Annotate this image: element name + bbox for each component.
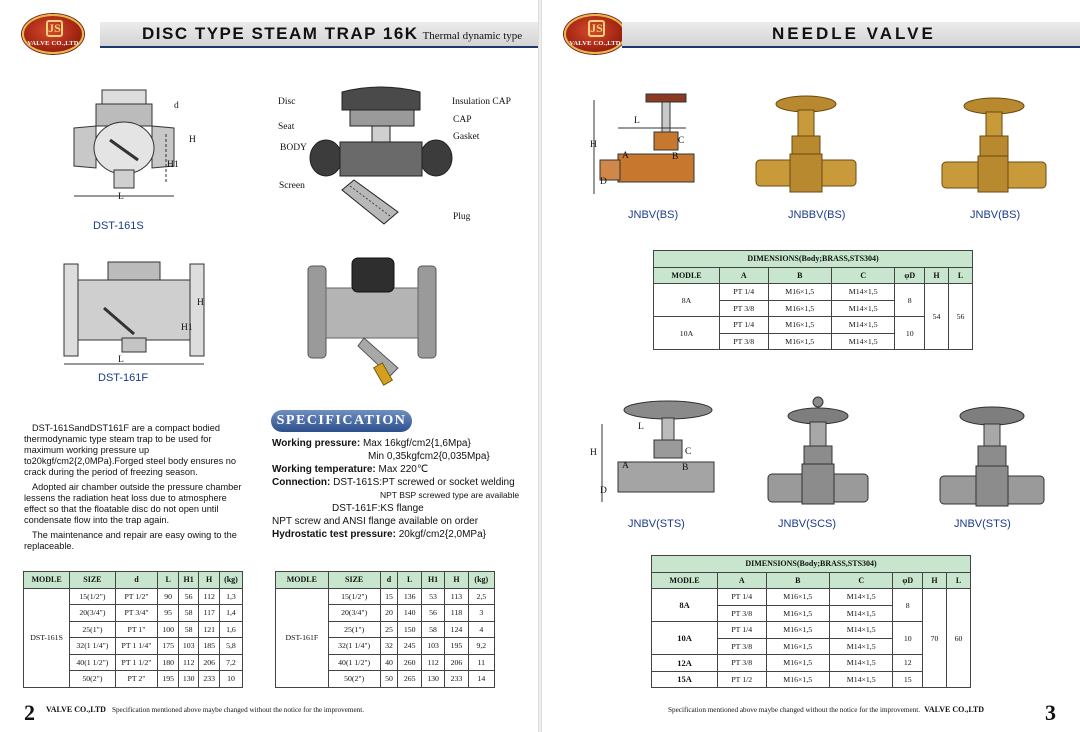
table-cell: M14×1,5: [829, 655, 892, 672]
table-caption: DIMENSIONS(Body;BRASS,STS304): [652, 556, 971, 573]
footer-text: Specification mentioned above maybe changed without the notice for the improvement.: [111, 706, 365, 714]
table-cell: 25: [380, 621, 398, 638]
table-cell: PT 1/4: [720, 284, 768, 301]
spec-value: 20kgf/cm2{2,0MPa}: [398, 529, 486, 540]
table-cell: 4: [468, 621, 494, 638]
product-label: JNBV(BS): [970, 209, 1021, 221]
table-cell: 233: [199, 671, 220, 688]
table-cell: 2,5: [468, 588, 494, 605]
table-cell: M14×1,5: [831, 300, 894, 317]
jnbv-sts-photo: [936, 392, 1046, 512]
dim-label-h1-f: H1: [181, 323, 193, 333]
dim-label-h: H: [189, 135, 196, 145]
spec-label: Connection:: [272, 477, 331, 488]
needle-valve-dimensions-table-2: [651, 555, 971, 688]
jnbv-sts-drawing: [594, 394, 724, 514]
table-header: φD: [895, 267, 925, 284]
table-cell: PT 3/8: [720, 300, 768, 317]
dim-label-l: L: [118, 192, 124, 202]
diameter-cell: 12: [893, 655, 923, 672]
table-cell: 40: [380, 654, 398, 671]
table-header: C: [829, 572, 892, 589]
table-header: H: [925, 267, 949, 284]
dst-161f-photo: [308, 258, 438, 388]
table-cell: M14×1,5: [829, 589, 892, 606]
dst-161f-drawing: [64, 262, 204, 372]
table-cell: 112: [199, 588, 220, 605]
callout-body: BODY: [280, 143, 307, 153]
model-cell: 8A: [654, 284, 720, 317]
product-label: JNBV(BS): [628, 209, 679, 221]
model-cell: 10A: [652, 622, 718, 655]
table-cell: 112: [178, 654, 199, 671]
table-cell: 58: [178, 605, 199, 622]
table-row: [652, 589, 971, 606]
table-header: MODLE: [276, 572, 329, 589]
table-header: MODLE: [654, 267, 720, 284]
table-cell: 7,2: [219, 654, 242, 671]
model-cell: 15A: [652, 671, 718, 688]
table-header: C: [831, 267, 894, 284]
table-cell: 118: [445, 605, 468, 622]
table-header: SIZE: [328, 572, 380, 589]
table-cell: 265: [398, 671, 421, 688]
table-cell: 40(1 1/2"): [70, 654, 115, 671]
table-cell: 206: [445, 654, 468, 671]
table-cell: 53: [421, 588, 444, 605]
table-cell: 58: [178, 621, 199, 638]
table-cell: PT 1/2: [718, 671, 766, 688]
left-page: [0, 0, 538, 732]
table-cell: 130: [421, 671, 444, 688]
table-cell: 195: [158, 671, 179, 688]
figure-label-dst-161s: DST-161S: [93, 220, 144, 232]
table-cell: 95: [158, 605, 179, 622]
table-cell: 20: [380, 605, 398, 622]
table-cell: 175: [158, 638, 179, 655]
dim-label-h1: H1: [167, 160, 179, 170]
table-row: [654, 284, 973, 301]
table-cell: 50(2"): [328, 671, 380, 688]
table-cell: M16×1,5: [768, 300, 831, 317]
table-cell: 56: [421, 605, 444, 622]
dim-label-c: C: [685, 447, 692, 457]
specification-list: [272, 437, 532, 541]
table-cell: M16×1,5: [766, 655, 829, 672]
table-header: L: [948, 267, 972, 284]
table-cell: 1,6: [219, 621, 242, 638]
table-cell: 5,8: [219, 638, 242, 655]
table-cell: 1,4: [219, 605, 242, 622]
callout-plug: Plug: [453, 212, 471, 222]
table-cell: M14×1,5: [829, 638, 892, 655]
spec-label: Working temperature:: [272, 464, 376, 475]
page-title: NEEDLE VALVE: [772, 24, 936, 43]
spec-label: Working pressure:: [272, 438, 361, 449]
dim-label-b: B: [682, 463, 689, 473]
table-cell: 100: [158, 621, 179, 638]
model-cell: 12A: [652, 655, 718, 672]
table-header: (kg): [468, 572, 494, 589]
description-paragraph: Adopted air chamber outside the pressure chamber lessens the radiation heat loss due to atmosphere effect so that the floatable disc do not open until condensate flow into the trap again.: [24, 482, 242, 525]
table-row: [24, 588, 243, 605]
table-cell: M16×1,5: [766, 605, 829, 622]
table-cell: 185: [199, 638, 220, 655]
diameter-cell: 15: [893, 671, 923, 688]
table-caption: DIMENSIONS(Body;BRASS,STS304): [654, 251, 973, 268]
table-header: H: [199, 572, 220, 589]
table-cell: 195: [445, 638, 468, 655]
table-cell: 58: [421, 621, 444, 638]
table-cell: M14×1,5: [831, 317, 894, 334]
table-cell: M14×1,5: [829, 605, 892, 622]
table-cell: 32: [380, 638, 398, 655]
height-cell: 54: [925, 284, 949, 350]
table-cell: 14: [468, 671, 494, 688]
table-cell: 25(1"): [328, 621, 380, 638]
dim-label-l: L: [634, 116, 640, 126]
jnbbv-bs-photo: [750, 92, 860, 202]
dst-161f-table: [275, 571, 495, 688]
jnbv-bs-drawing: [586, 90, 716, 210]
page-footer: [42, 705, 364, 714]
table-header: MODLE: [652, 572, 718, 589]
table-cell: PT 2": [115, 671, 158, 688]
page-number: 3: [1045, 700, 1056, 725]
callout-insulation-cap: Insulation CAP: [452, 97, 511, 107]
page-subtitle: Thermal dynamic type: [422, 30, 523, 42]
table-row: [276, 588, 495, 605]
table-cell: 15(1/2"): [70, 588, 115, 605]
dim-label-b: B: [672, 152, 679, 162]
table-cell: 90: [158, 588, 179, 605]
length-cell: 56: [948, 284, 972, 350]
table-cell: 121: [199, 621, 220, 638]
jnbv-scs-photo: [764, 392, 874, 512]
table-header: A: [720, 267, 768, 284]
table-cell: PT 1 1/4": [115, 638, 158, 655]
table-cell: M16×1,5: [768, 333, 831, 350]
title-text: DISC TYPE STEAM TRAP 16K: [142, 24, 419, 43]
table-header: H: [445, 572, 468, 589]
table-cell: 10: [219, 671, 242, 688]
logo-mark: JS: [588, 20, 605, 37]
table-header: MODLE: [24, 572, 70, 589]
table-header: (kg): [219, 572, 242, 589]
table-header: d: [115, 572, 158, 589]
model-cell: 10A: [654, 317, 720, 350]
dst-161s-table: [23, 571, 243, 688]
table-cell: 233: [445, 671, 468, 688]
table-cell: PT 3/8: [718, 655, 766, 672]
specification-banner: SPECIFICATION: [271, 410, 412, 432]
table-cell: M16×1,5: [766, 589, 829, 606]
dim-label-l-f: L: [118, 355, 124, 365]
table-cell: 25(1"): [70, 621, 115, 638]
table-cell: 260: [398, 654, 421, 671]
table-header: B: [766, 572, 829, 589]
table-cell: 206: [199, 654, 220, 671]
figure-label-dst-161f: DST-161F: [98, 372, 149, 384]
table-header: H1: [178, 572, 199, 589]
jnbv-bs-photo: [938, 92, 1048, 202]
table-cell: 103: [421, 638, 444, 655]
spec-value: DST-161F:KS flange: [332, 503, 424, 514]
table-cell: PT 1 1/2": [115, 654, 158, 671]
table-cell: 150: [398, 621, 421, 638]
description-paragraph: The maintenance and repair are easy owing to the replaceable.: [24, 530, 237, 551]
table-cell: 20(3/4"): [328, 605, 380, 622]
product-label: JNBV(STS): [628, 518, 685, 530]
dim-label-h: H: [590, 140, 597, 150]
table-cell: PT 1": [115, 621, 158, 638]
table-cell: 9,2: [468, 638, 494, 655]
table-cell: PT 3/8: [718, 638, 766, 655]
callout-cap: CAP: [453, 115, 472, 125]
callout-seat: Seat: [278, 122, 295, 132]
dst-161s-drawing: [68, 90, 188, 200]
page-footer: [668, 705, 990, 714]
page-header: [100, 22, 540, 48]
dim-label-h-f: H: [197, 298, 204, 308]
table-cell: 40(1 1/2"): [328, 654, 380, 671]
table-cell: M14×1,5: [831, 333, 894, 350]
table-header: SIZE: [70, 572, 115, 589]
table-cell: M16×1,5: [766, 671, 829, 688]
logo-text: VALVE CO.,LTD: [569, 40, 621, 47]
table-header: L: [946, 572, 970, 589]
cutaway-drawing: [290, 86, 460, 226]
footer-company: VALVE CO.,LTD: [924, 705, 985, 714]
table-header: φD: [893, 572, 923, 589]
page-title: [142, 24, 522, 44]
table-cell: 117: [199, 605, 220, 622]
table-cell: 15: [380, 588, 398, 605]
table-cell: 245: [398, 638, 421, 655]
height-cell: 70: [923, 589, 947, 688]
model-cell: DST-161F: [276, 588, 329, 687]
dim-label-a: A: [622, 151, 629, 161]
table-cell: 130: [178, 671, 199, 688]
table-cell: M14×1,5: [831, 284, 894, 301]
diameter-cell: 10: [893, 622, 923, 655]
product-description: [24, 423, 249, 556]
table-cell: 180: [158, 654, 179, 671]
table-cell: 136: [398, 588, 421, 605]
table-header: H1: [421, 572, 444, 589]
table-cell: M14×1,5: [829, 622, 892, 639]
product-label: JNBBV(BS): [788, 209, 846, 221]
table-cell: 103: [178, 638, 199, 655]
page-header: [622, 22, 1080, 48]
table-cell: 3: [468, 605, 494, 622]
spec-value: Max 16kgf/cm2{1,6Mpa}: [362, 438, 471, 449]
spec-value: Max 220℃: [378, 464, 429, 475]
model-cell: DST-161S: [24, 588, 70, 687]
footer-company: VALVE CO.,LTD: [46, 705, 106, 714]
table-cell: 1,3: [219, 588, 242, 605]
table-header: L: [398, 572, 421, 589]
spec-label: Hydrostatic test pressure:: [272, 529, 396, 540]
spec-value: NPT BSP screwed type are available: [380, 490, 520, 500]
table-cell: 20(3/4"): [70, 605, 115, 622]
dim-label-d: D: [600, 486, 607, 496]
callout-gasket: Gasket: [453, 132, 480, 142]
needle-valve-dimensions-table-1: [653, 250, 973, 350]
table-cell: PT 1/4: [718, 622, 766, 639]
dim-label-h: H: [590, 448, 597, 458]
dim-label-d: D: [600, 177, 607, 187]
callout-disc: Disc: [278, 97, 296, 107]
table-header: B: [768, 267, 831, 284]
table-cell: M16×1,5: [768, 284, 831, 301]
company-logo: [564, 14, 626, 54]
callout-screen: Screen: [279, 181, 305, 191]
table-cell: 140: [398, 605, 421, 622]
logo-text: VALVE CO.,LTD: [27, 40, 79, 47]
diameter-cell: 8: [893, 589, 923, 622]
table-cell: 15(1/2"): [328, 588, 380, 605]
table-cell: PT 1/4: [718, 589, 766, 606]
table-cell: 113: [445, 588, 468, 605]
spec-value: Min 0,35kgfcm2{0,035Mpa}: [368, 451, 490, 462]
model-cell: 8A: [652, 589, 718, 622]
dim-label-d: d: [174, 101, 179, 111]
product-label: JNBV(SCS): [778, 518, 837, 530]
spec-value: DST-161S:PT screwed or socket welding: [333, 477, 515, 488]
description-paragraph: DST-161SandDST161F are a compact bodied thermodynamic type steam trap to be used for maximum working pressure up to20kgf/cm2{2,0MPa}.Forged steel body ensures no crack during the period of freezing season.: [24, 423, 236, 477]
table-cell: PT 3/8: [720, 333, 768, 350]
table-header: A: [718, 572, 766, 589]
page-number: 2: [24, 700, 35, 725]
table-cell: 32(1 1/4"): [328, 638, 380, 655]
table-cell: M16×1,5: [766, 638, 829, 655]
table-cell: M14×1,5: [829, 671, 892, 688]
table-header: d: [380, 572, 398, 589]
table-cell: M16×1,5: [766, 622, 829, 639]
table-cell: 32(1 1/4"): [70, 638, 115, 655]
table-cell: PT 1/2": [115, 588, 158, 605]
table-cell: M16×1,5: [768, 317, 831, 334]
table-cell: 50: [380, 671, 398, 688]
footer-text: Specification mentioned above maybe changed without the notice for the improvement.: [668, 706, 921, 714]
dim-label-l: L: [638, 422, 644, 432]
dim-label-c: C: [678, 136, 685, 146]
diameter-cell: 8: [895, 284, 925, 317]
table-cell: 56: [178, 588, 199, 605]
diameter-cell: 10: [895, 317, 925, 350]
table-cell: PT 3/4": [115, 605, 158, 622]
table-cell: 112: [421, 654, 444, 671]
product-label: JNBV(STS): [954, 518, 1011, 530]
spec-value: NPT screw and ANSI flange available on order: [272, 516, 479, 527]
dim-label-a: A: [622, 461, 629, 471]
table-header: L: [158, 572, 179, 589]
length-cell: 60: [946, 589, 970, 688]
table-cell: 50(2"): [70, 671, 115, 688]
table-cell: 11: [468, 654, 494, 671]
table-cell: PT 3/8: [718, 605, 766, 622]
logo-mark: JS: [46, 20, 63, 37]
company-logo: [22, 14, 84, 54]
table-cell: 124: [445, 621, 468, 638]
table-cell: PT 1/4: [720, 317, 768, 334]
table-header: H: [923, 572, 947, 589]
